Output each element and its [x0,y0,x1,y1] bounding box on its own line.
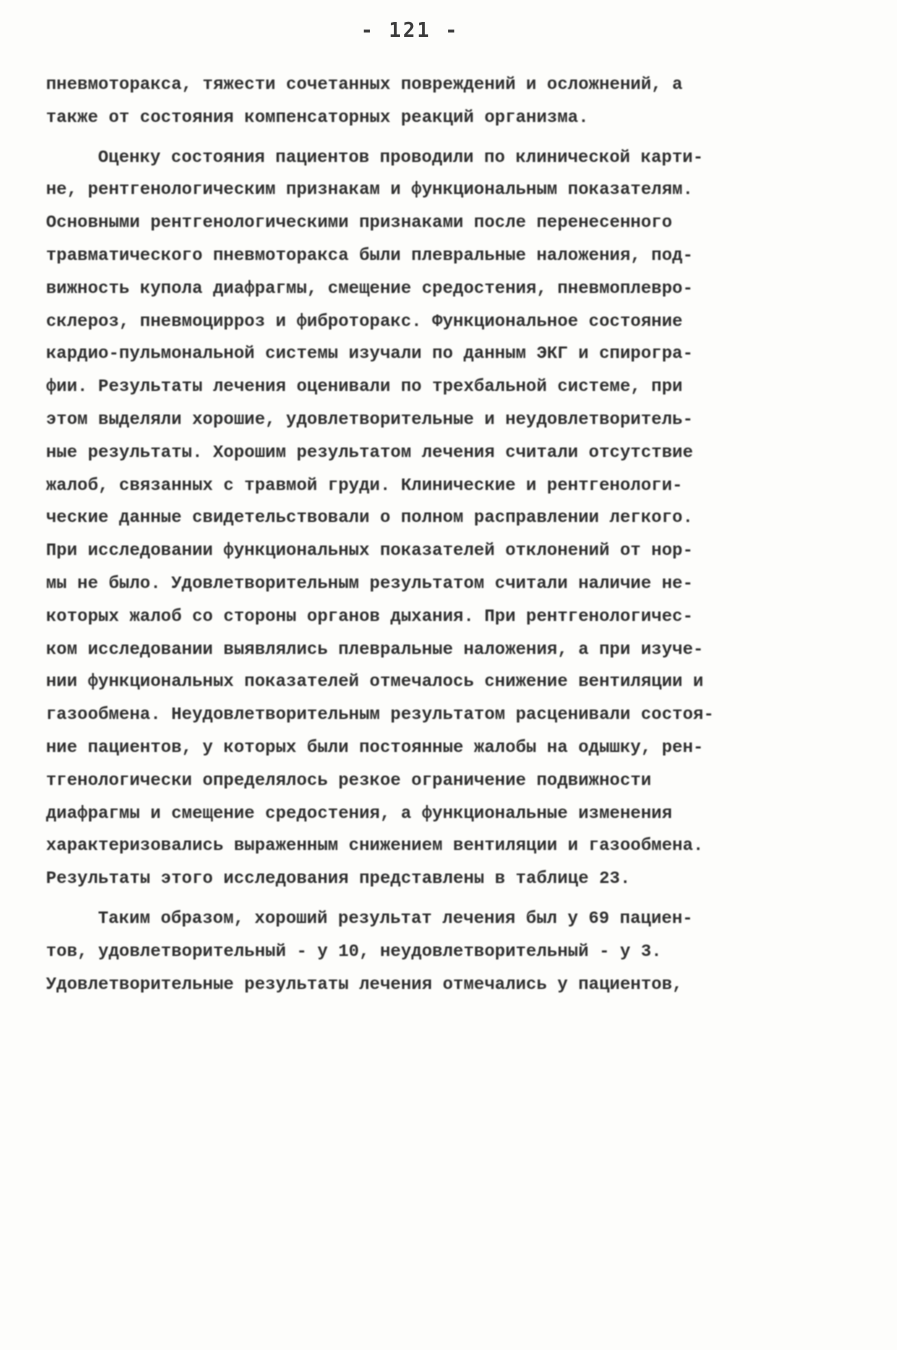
text-line: этом выделяли хорошие, удовлетворительные и неудовлетворитель- [46,410,694,430]
text-line: Таким образом, хороший результат лечения был у 69 пациен- [98,909,693,929]
text-line: характеризовались выраженным снижением вентиляции и газообмена. [46,837,704,857]
page-number: - 121 - [360,18,460,42]
text-line: Оценку состояния пациентов проводили по клинической карти- [98,148,704,168]
text-line: газообмена. Неудовлетворительным результатом расценивали состоя- [46,706,714,726]
text-line: не, рентгенологическим признакам и функциональным показателям. [46,181,694,201]
text-line: также от состояния компенсаторных реакций организма. [46,108,589,128]
text-line: фии. Результаты лечения оценивали по трехбальной системе, при [46,378,683,398]
text-line: Удовлетворительные результаты лечения отмечались у пациентов, [46,975,683,995]
text-line: При исследовании функциональных показателей отклонений от нор- [46,542,694,562]
text-line: вижность купола диафрагмы, смещение средостения, пневмоплевро- [46,279,694,299]
text-line: тгенологически определялось резкое ограничение подвижности [46,771,652,791]
text-line: травматического пневмоторакса были плевральные наложения, под- [46,246,694,266]
text-line: Результаты этого исследования представлены в таблице 23. [46,870,631,890]
text-line: тов, удовлетворительный - у 10, неудовлетворительный - у 3. [46,942,662,962]
body-text [46,70,846,1002]
text-line: нии функциональных показателей отмечалось снижение вентиляции и [46,673,704,693]
text-line: которых жалоб со стороны органов дыхания. При рентгенологичес- [46,607,694,627]
paragraph-3 [46,904,846,1002]
text-line: ные результаты. Хорошим результатом лечения считали отсутствие [46,443,694,463]
paragraph-2 [46,143,846,897]
text-line: мы не было. Удовлетворительным результатом считали наличие не- [46,574,694,594]
text-line: пневмоторакса, тяжести сочетанных повреждений и осложнений, а [46,76,683,95]
text-line: ческие данные свидетельствовали о полном расправлении легкого. [46,509,694,529]
text-line: жалоб, связанных с травмой груди. Клинические и рентгенологи- [46,476,683,496]
text-line: диафрагмы и смещение средостения, а функциональные изменения [46,804,673,824]
text-line: ком исследовании выявлялись плевральные наложения, а при изуче- [46,640,704,660]
text-line: склероз, пневмоцирроз и фиброторакс. Функциональное состояние [46,312,683,332]
paragraph-1 [46,70,846,136]
text-line: ние пациентов, у которых были постоянные жалобы на одышку, рен- [46,738,704,758]
text-line: Основными рентгенологическими признаками после перенесенного [46,214,673,234]
text-line: кардио-пульмональной системы изучали по данным ЭКГ и спирогра- [46,345,694,365]
